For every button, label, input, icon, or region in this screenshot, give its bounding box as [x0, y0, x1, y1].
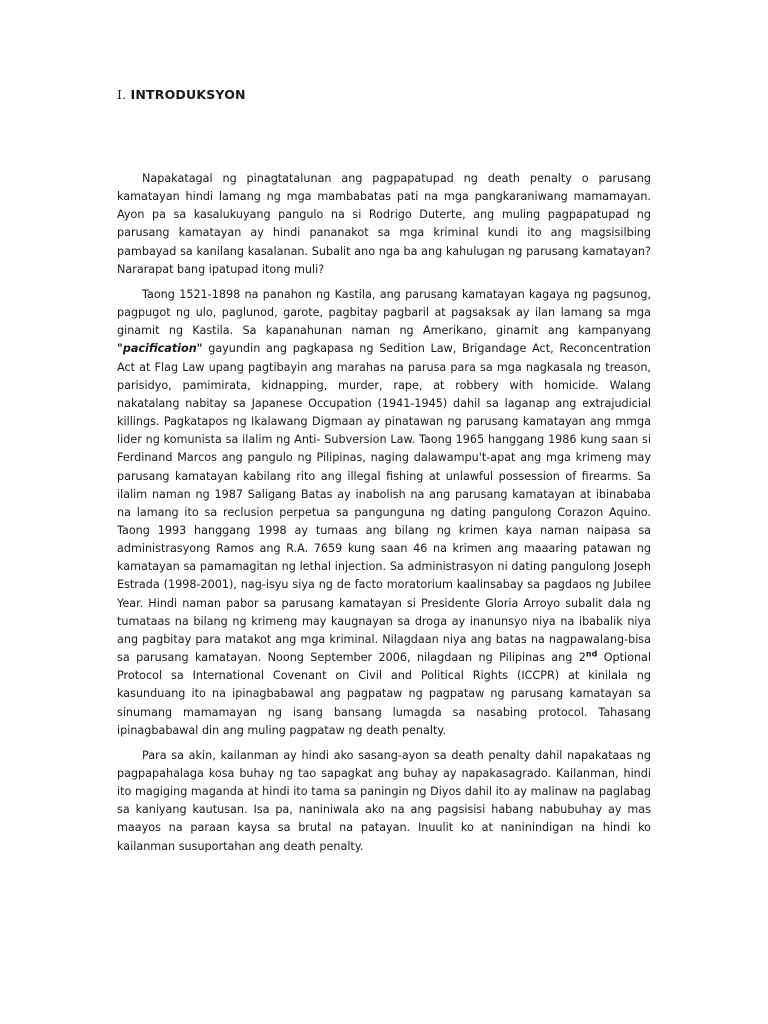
paragraph-1: Napakatagal ng pinagtatalunan ang pagpapatupad ng death penalty o parusang kamatayan hindi lamang ng mga mambabatas pati na mga pangkaraniwang mamamayan. Ayon pa sa kasalukuyang pangulo na si Rodrigo Duterte, ang muling pagpapatupad ng parusang kamatayan ay hindi pananakot sa mga kriminal kundi ito ang magsisilbing pambayad sa kanilang kasalanan. Subalit ano nga ba ang kahulugan ng parusang kamatayan? Nararapat bang ipatupad itong muli? [117, 172, 651, 276]
section-number: I. [117, 87, 127, 102]
paragraph-3: Para sa akin, kailanman ay hindi ako sasang-ayon sa death penalty dahil napakataas ng pagpapahalaga kosa buhay ng tao sapagkat ang buhay ay napakasagrado. Kailanman, hindi ito magiging maganda at hindi ito tama sa paningin ng Diyos dahil ito ay malinaw na paglabag sa kaniyang kautusan. Isa pa, naniniwala ako na ang pagsisisi habang nabubuhay ay mas maayos na paraan kaysa sa brutal na patayan. Inuulit ko at naninindigan na hindi ko kailanman susuportahan ang death penalty. [117, 748, 651, 853]
section-title: INTRODUKSYON [130, 87, 246, 102]
paragraph-2-part-b: gayundin ang pagkapasa ng Sedition Law, Brigandage Act, Reconcentration Act at Flag Law upang pagtibayin ang marahas na parusa para sa mga nagkasala ng treason, parisidyo, pamimirata, kidnapping, murder, rape, at robbery with homicide. Walang nakatalang nabitay sa Japanese Occupation (1941-1945) dahil sa laganap ang extrajudicial killings. Pagkatapos ng Ikalawang Digmaan ay pinatawan ng parusang kamatayan ang mmga lider ng komunista sa ilalim ng Anti- Subversion Law. Taong 1965 hanggang 1986 kung saan si Ferdinand Marcos ang pangulo ng Pilipinas, naging dalawampu't-apat ang mga krimeng may parusang kamatayan kabilang rito ang illegal fishing at unlawful possession of firearms. Sa ilalim naman ng 1987 Saligang Batas ay inabolish na ang parusang kamatayan at ibinababa na lamang ito sa reclusion perpetua sa pangunguna ng dating pangulong Corazon Aquino. Taong 1993 hanggang 1998 ay tumaas ang bilang ng krimen kaya naman naipasa sa administrasyong Ramos ang R.A. 7659 kung saan 46 na krimen ang maaaring patawan ng kamatayan sa pamamagitan ng lethal injection. Sa administrasyon ni dating pangulong Joseph Estrada (1998-2001), nag-isyu siya ng de facto moratorium kaalinsabay sa pagdaos ng Jubilee Year. Hindi naman pabor sa parusang kamatayan si Presidente Gloria Arroyo subalit dala ng tumataas na bilang ng krimeng may kaugnayan sa droga ay inanunsyo niya na ibabalik niya ang pagbitay para matakot ang mga kriminal. Nilagdaan niya ang batas na nagpawalang-bisa sa parusang kamatayan. Noong September 2006, nilagdaan ng Pilipinas ang 2 [117, 342, 651, 665]
ordinal-suffix: nd [585, 649, 598, 659]
paragraph-2-part-c: Optional Protocol sa International Covenant on Civil and Political Rights (ICCPR) at kinilala ng kasunduang ito na ipinagbabawal ang pagpataw ng pagpataw ng parusang kamatayan sa sinumang mamamayan ng isang bansang lumagda sa nasabing protocol. Tahasang ipinagbabawal din ang muling pagpataw ng death penalty. [117, 651, 651, 737]
paragraph-2 [117, 286, 651, 740]
paragraph-2-part-a: Taong 1521-1898 na panahon ng Kastila, ang parusang kamatayan kagaya ng pagsunog, pagpugot ng ulo, paglunod, garote, pagbitay pagbaril at pagsaksak ay ilan lamang sa mga ginamit ng Kastila. Sa kapanahunan naman ng Amerikano, ginamit ang kampanyang [117, 287, 651, 338]
document-body [117, 170, 651, 863]
section-heading [117, 87, 246, 102]
pacification-term: "pacification" [117, 342, 203, 356]
